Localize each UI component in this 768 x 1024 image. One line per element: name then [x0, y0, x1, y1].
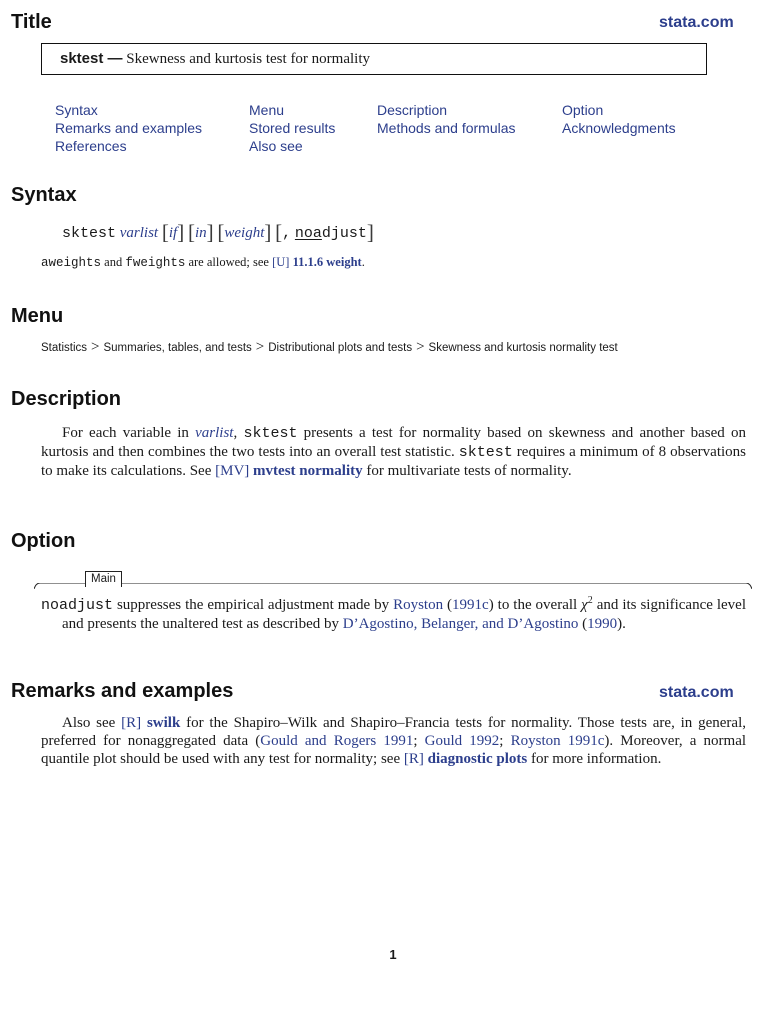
option-text: ). [617, 616, 626, 632]
menu-heading: Menu [11, 305, 64, 327]
remarks-text: Also see [62, 715, 122, 731]
toc-column-4 [562, 101, 676, 137]
syntax-comma: , [282, 225, 292, 242]
weights-ref-link[interactable]: 11.1.6 weight [292, 255, 362, 269]
description-command: sktest [243, 425, 298, 442]
remarks-text: for more information. [527, 751, 662, 767]
toc-link-acknowledgments[interactable]: Acknowledgments [562, 120, 676, 136]
option-text: ( [443, 597, 453, 613]
syntax-command: sktest [62, 225, 117, 242]
menu-path-item: Distributional plots and tests [268, 342, 413, 354]
remarks-citation-link[interactable]: Gould and Rogers 1991 [260, 733, 414, 749]
option-year-link[interactable]: 1991c [452, 597, 489, 613]
description-ref-tag[interactable]: [MV] [215, 463, 250, 479]
description-text: requires a minimum of 8 observations to make its calculations. See [41, 444, 747, 479]
page-number: 1 [389, 947, 397, 962]
description-text: For each variable in [62, 425, 196, 441]
syntax-option-rest: djust [321, 225, 367, 242]
syntax-heading: Syntax [11, 184, 77, 206]
remarks-paragraph [41, 714, 746, 768]
menu-path-item: Statistics [41, 342, 88, 354]
toc-link-methods[interactable]: Methods and formulas [377, 120, 516, 136]
remarks-swilk-link[interactable]: swilk [146, 715, 181, 731]
weights-note [41, 255, 365, 270]
remarks-ref-tag[interactable]: [R] [403, 751, 424, 767]
syntax-varlist-link[interactable]: varlist [119, 225, 159, 241]
weights-and: and [101, 255, 126, 269]
weights-ref-tag[interactable]: [U] [272, 255, 290, 269]
option-text: and its significance level and presents the unaltered test as described by [62, 597, 747, 632]
bracket-open-icon: [ [217, 220, 225, 244]
option-royston-link[interactable]: Royston [393, 597, 444, 613]
option-heading: Option [11, 530, 76, 552]
menu-path-item: Skewness and kurtosis normality test [428, 342, 618, 354]
option-text: ( [578, 616, 588, 632]
syntax-if-link[interactable]: if [168, 225, 178, 241]
stata-link[interactable]: stata.com [659, 14, 734, 31]
option-text: suppresses the empirical adjustment made by [113, 597, 394, 613]
bracket-open-icon: [ [187, 220, 195, 244]
chi-superscript: 2 [587, 595, 593, 606]
description-text: for multivariate tests of normality. [362, 463, 572, 479]
description-text: , [233, 425, 244, 441]
chi-symbol: χ [581, 597, 588, 613]
command-description: Skewness and kurtosis test for normality [126, 51, 371, 67]
syntax-option-abbrev: noa [294, 225, 322, 242]
menu-path [41, 339, 618, 356]
menu-path-item: Summaries, tables, and tests [103, 342, 252, 354]
description-command: sktest [458, 444, 513, 461]
weights-fweights: fweights [125, 256, 186, 270]
bracket-open-icon: [ [161, 220, 169, 244]
toc-link-description[interactable]: Description [377, 102, 448, 118]
remarks-ref-tag[interactable]: [R] [121, 715, 142, 731]
remarks-text: for the Shapiro–Wilk and Shapiro–Francia tests for normality. Those tests are, in general, preferred for nonaggregated data ( [41, 715, 747, 749]
syntax-line [62, 220, 374, 245]
stata-link[interactable]: stata.com [659, 684, 734, 701]
description-varlist-link[interactable]: varlist [195, 425, 234, 441]
bracket-close-icon: ] [206, 220, 214, 244]
toc-column-1 [55, 101, 202, 155]
description-ref-link[interactable]: mvtest normality [253, 463, 363, 479]
option-name: noadjust [41, 597, 114, 614]
weights-rest: are allowed; see [185, 255, 273, 269]
toc-link-syntax[interactable]: Syntax [55, 102, 98, 118]
remarks-heading: Remarks and examples [11, 680, 234, 702]
remarks-text: ; [413, 733, 425, 749]
bracket-open-icon: [ [275, 220, 283, 244]
option-text: ) to the overall [488, 597, 582, 613]
chevron-right-icon: > [91, 339, 100, 355]
description-heading: Description [11, 388, 122, 410]
bracket-close-icon: ] [177, 220, 185, 244]
remarks-diagnostic-plots-link[interactable]: diagnostic plots [427, 751, 528, 767]
command-name: sktest — [60, 50, 123, 67]
page-title: Title [11, 11, 52, 33]
weights-aweights: aweights [41, 256, 102, 270]
tab-main[interactable]: Main [85, 571, 122, 587]
option-paragraph [41, 592, 746, 633]
syntax-in-link[interactable]: in [194, 225, 207, 241]
bracket-close-icon: ] [264, 220, 272, 244]
remarks-citation-link[interactable]: Royston 1991c [510, 733, 605, 749]
toc-link-references[interactable]: References [55, 138, 127, 154]
syntax-weight-link[interactable]: weight [224, 225, 265, 241]
remarks-citation-link[interactable]: Gould 1992 [424, 733, 500, 749]
toc-column-2 [249, 101, 335, 155]
option-dagostino-link[interactable]: D’Agostino, Belanger, and D’Agostino [342, 616, 579, 632]
syntax-option [295, 225, 367, 242]
remarks-text: ; [499, 733, 511, 749]
toc-link-also-see[interactable]: Also see [249, 138, 303, 154]
chevron-right-icon: > [255, 339, 265, 355]
toc-link-option[interactable]: Option [562, 102, 604, 118]
tab-divider [34, 583, 752, 589]
toc-column-3 [377, 101, 516, 137]
option-dagostino-year-link[interactable]: 1990 [587, 616, 618, 632]
title-box [41, 43, 707, 75]
toc-link-remarks[interactable]: Remarks and examples [55, 120, 203, 136]
description-paragraph [41, 424, 746, 480]
toc-link-menu[interactable]: Menu [249, 102, 285, 118]
bracket-close-icon: ] [366, 220, 374, 244]
remarks-text: ). Moreover, a normal quantile plot should be used with any test for normality; see [41, 733, 747, 767]
chevron-right-icon: > [416, 339, 425, 355]
toc-link-stored-results[interactable]: Stored results [249, 120, 336, 136]
description-text: presents a test for normality based on skewness and another based on kurtosis and then combines the two tests into an overall test statistic. [41, 425, 747, 460]
weights-end: . [361, 255, 365, 269]
